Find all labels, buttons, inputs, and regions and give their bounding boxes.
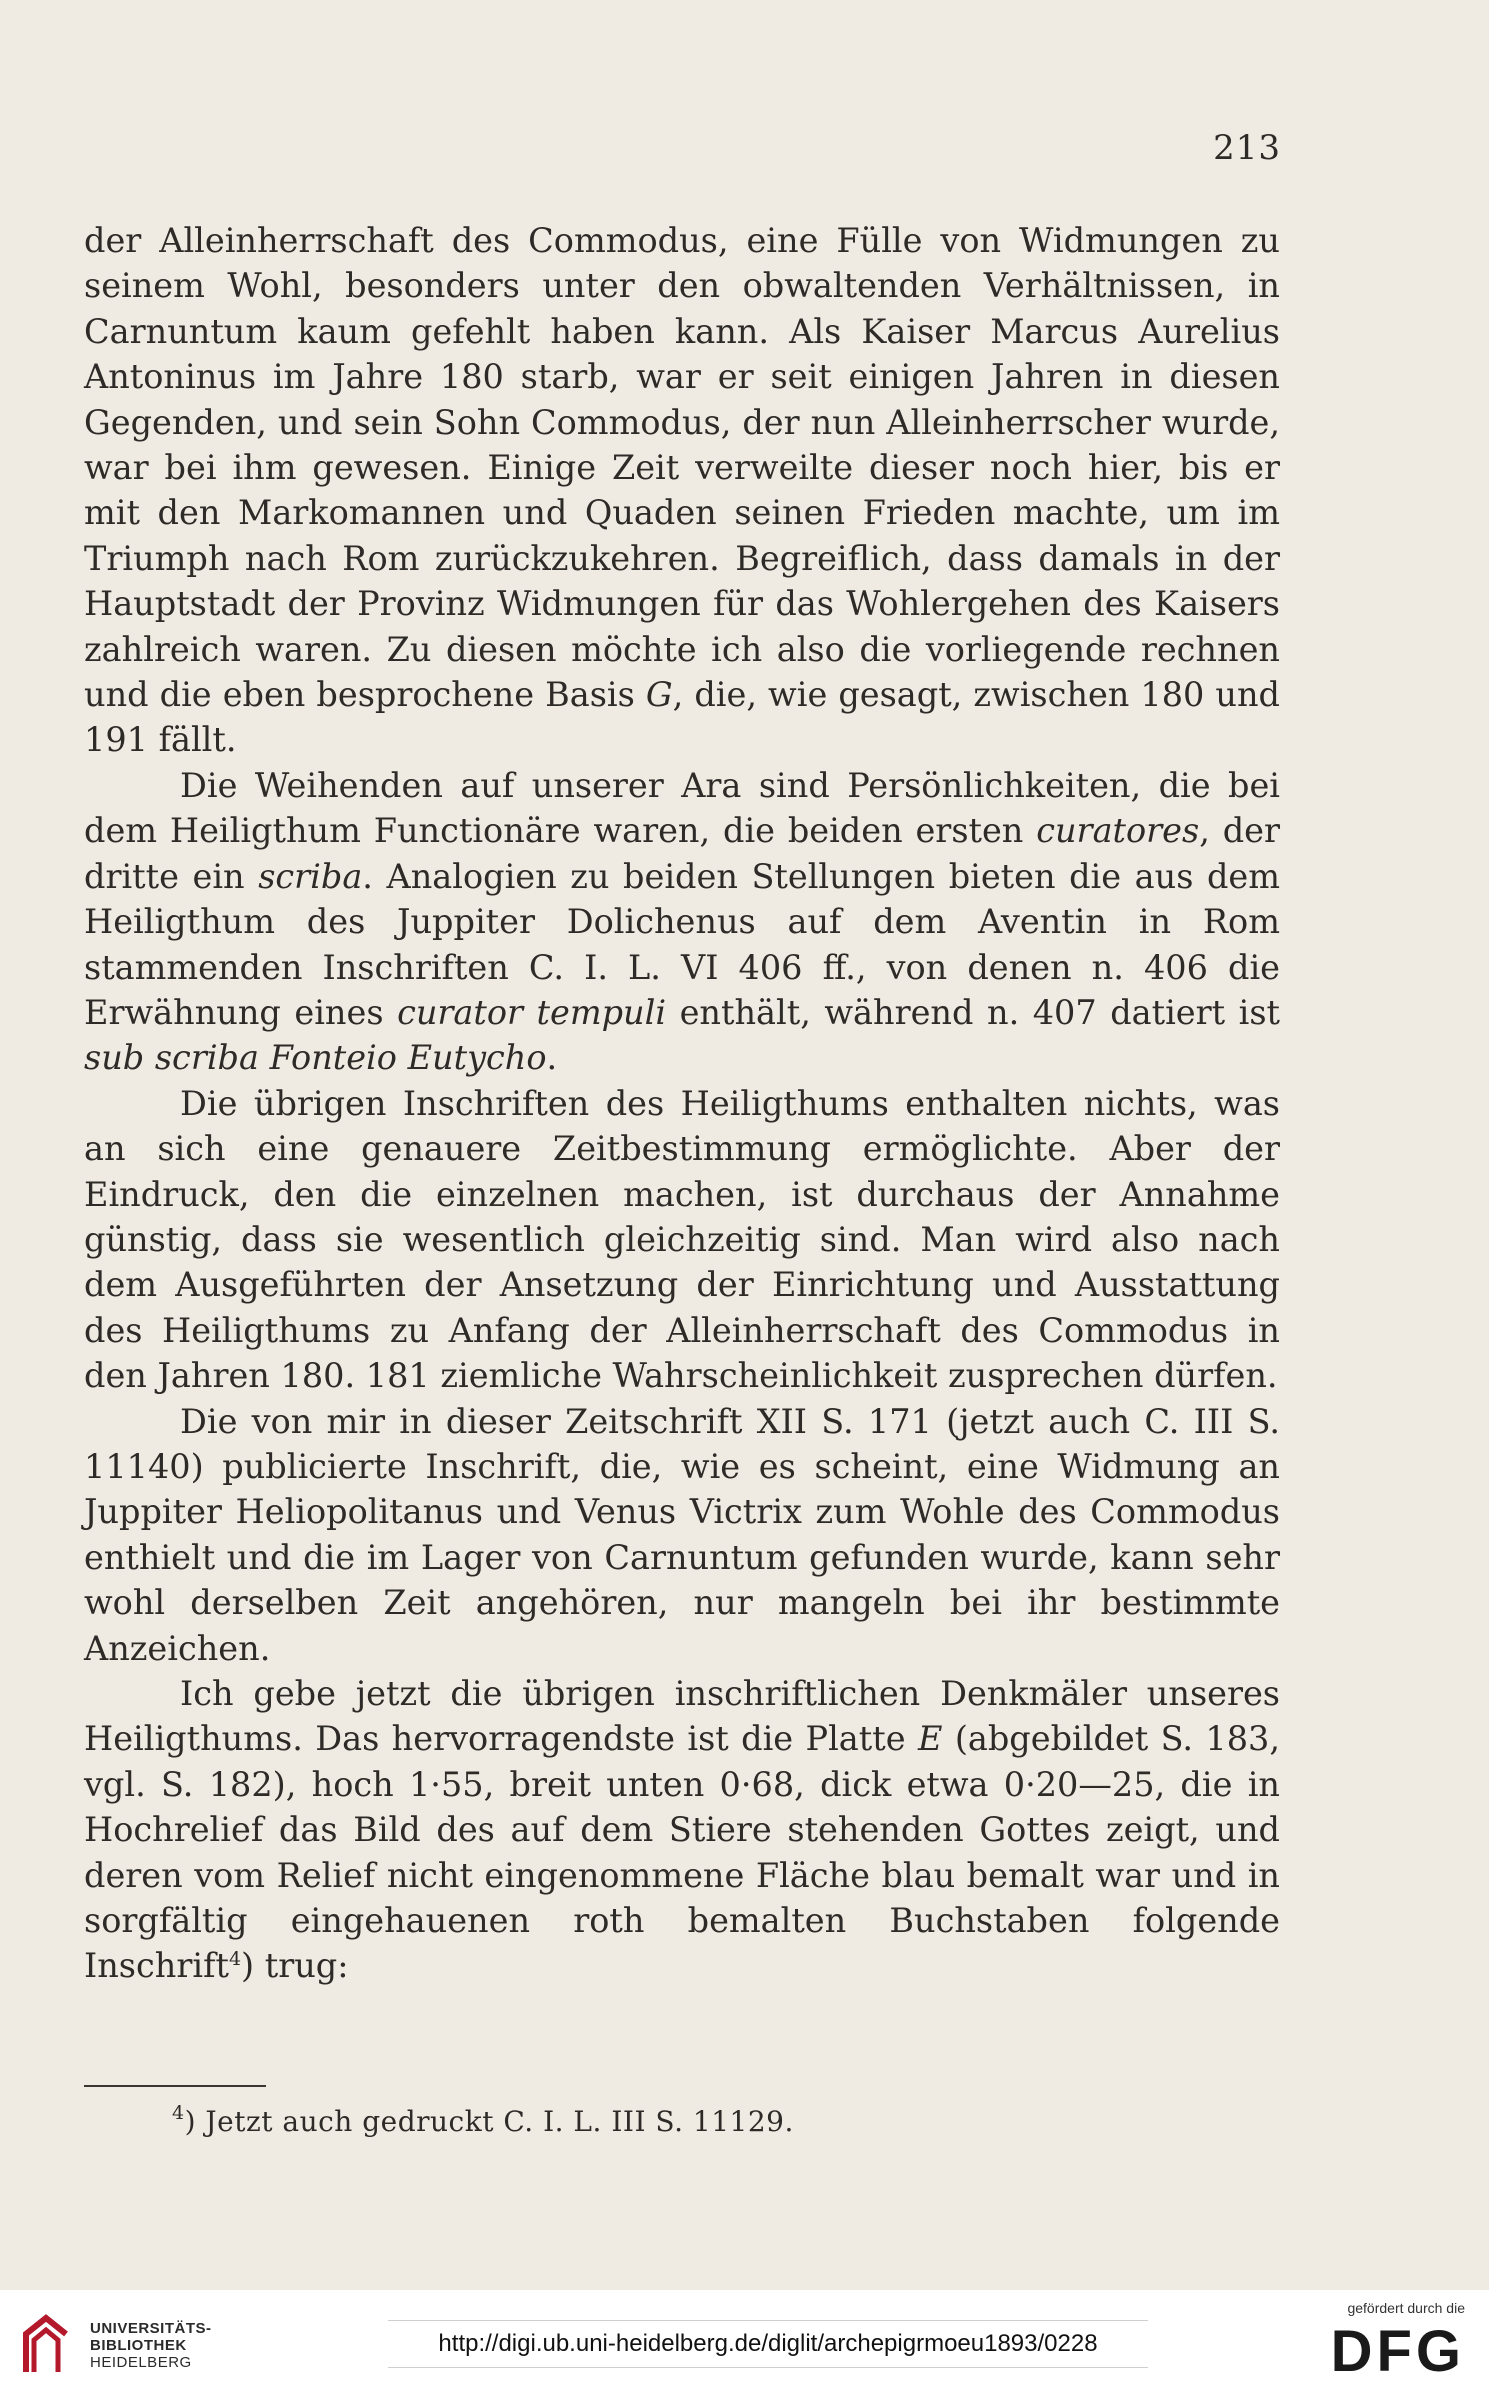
paragraph-1: [84, 218, 1280, 763]
text-run: Die von mir in dieser Zeitschrift XII S. 171 (jetzt auch C. III S. 11140) publicierte Inschrift, die, wie es scheint, eine Widmung an Juppiter Heliopolitanus und Venus Victrix zum Wohle des Commodus enthielt und die im Lager von Carnuntum gefunden wurde, kann sehr wohl derselben Zeit angehören, nur mangeln bei ihr bestimmte Anzeichen.: [84, 1401, 1280, 1668]
page-number: 213: [1213, 128, 1281, 168]
digitization-footer: [0, 2290, 1489, 2397]
paragraph-2: [84, 763, 1280, 1081]
library-name-line-1: UNIVERSITÄTS-: [90, 2320, 212, 2337]
italic-text: scriba: [258, 856, 363, 896]
body-text: [84, 218, 1280, 1989]
text-run: . Analogien zu beiden Stellungen bieten die aus dem Heiligthum des Juppiter Dolichenus auf dem Aventin in Rom stammenden Inschriften C. I. L. VI 406 ff., von denen n. 406 die Erwähnung eines: [84, 856, 1281, 1032]
paragraph-5: [84, 1671, 1280, 1989]
library-name: [90, 2320, 212, 2371]
footnote-mark: 4: [172, 2102, 185, 2124]
text-run: Ich gebe jetzt die übrigen inschriftlichen Denkmäler unseres Heiligthums. Das hervorragendste ist die Platte: [84, 1674, 1280, 1759]
text-run: (abgebildet S. 183, vgl. S. 182), hoch 1·55, breit unten 0·68, dick etwa 0·20—25, die in Hochrelief das Bild des auf dem Stiere stehenden Gottes zeigt, und deren vom Relief nicht eingenommene Fläche blau bemalt war und in sorgfältig eingehauenen roth bemalten Buchstaben folgende Inschrift: [84, 1719, 1280, 1986]
footnote: [172, 2102, 794, 2138]
permalink-url[interactable]: http://digi.ub.uni-heidelberg.de/diglit/archepigrmoeu1893/0228: [388, 2320, 1148, 2368]
italic-text: E: [917, 1719, 943, 1759]
italic-text: sub scriba Fonteio Eutycho: [84, 1038, 547, 1078]
text-run: Die Weihenden auf unserer Ara sind Persönlichkeiten, die bei dem Heiligthum Functionäre waren, die beiden ersten: [84, 765, 1280, 851]
italic-text: curatores: [1036, 811, 1200, 851]
text-run: ) trug:: [241, 1946, 349, 1986]
paragraph-4: [84, 1399, 1280, 1671]
library-logo-icon: [16, 2312, 76, 2382]
text-run: der Alleinherrschaft des Commodus, eine Fülle von Widmungen zu seinem Wohl, besonders unter den obwaltenden Verhältnissen, in Carnuntum kaum gefehlt haben kann. Als Kaiser Marcus Aurelius Antoninus im Jahre 180 starb, war er seit einigen Jahren in diesen Gegenden, und sein Sohn Commodus, der nun Alleinherrscher wurde, war bei ihm gewesen. Einige Zeit verweilte dieser noch hier, bis er mit den Markomannen und Quaden seinen Frieden machte, um im Triumph nach Rom zurückzukehren. Begreiflich, dass damals in der Hauptstadt der Provinz Widmungen für das Wohlergehen des Kaisers zahlreich waren. Zu diesen möchte ich also die vorliegende rechnen und die eben besprochene Basis: [84, 221, 1280, 715]
text-run: enthält, während n. 407 datiert ist: [666, 992, 1281, 1032]
footnote-divider: [84, 2085, 266, 2087]
text-run: , der dritte ein: [84, 811, 1280, 896]
text-run: , die, wie gesagt, zwischen 180 und 191 fällt.: [84, 675, 1280, 760]
italic-text: curator tempuli: [397, 992, 667, 1032]
library-name-line-2: BIBLIOTHEK: [90, 2337, 187, 2354]
footnote-text: ) Jetzt auch gedruckt C. I. L. III S. 11129.: [184, 2105, 794, 2138]
footnote-reference: 4: [228, 1948, 242, 1971]
dfg-logo: DFG: [1330, 2319, 1465, 2384]
paragraph-3: [84, 1081, 1280, 1399]
text-run: Die übrigen Inschriften des Heiligthums enthalten nichts, was an sich eine genauere Zeitbestimmung ermöglichte. Aber der Eindruck, den die einzelnen machen, ist durchaus der Annahme günstig, dass sie wesentlich gleichzeitig sind. Man wird also nach dem Ausgeführten der Ansetzung der Einrichtung und Ausstattung des Heiligthums zu Anfang der Alleinherrschaft des Commodus in den Jahren 180. 181 ziemliche Wahrscheinlichkeit zusprechen dürfen.: [84, 1083, 1280, 1396]
italic-text: G: [645, 675, 673, 715]
library-name-line-3: HEIDELBERG: [90, 2354, 192, 2371]
text-run: .: [546, 1038, 558, 1078]
funded-by-label: gefördert durch die: [1347, 2300, 1465, 2316]
